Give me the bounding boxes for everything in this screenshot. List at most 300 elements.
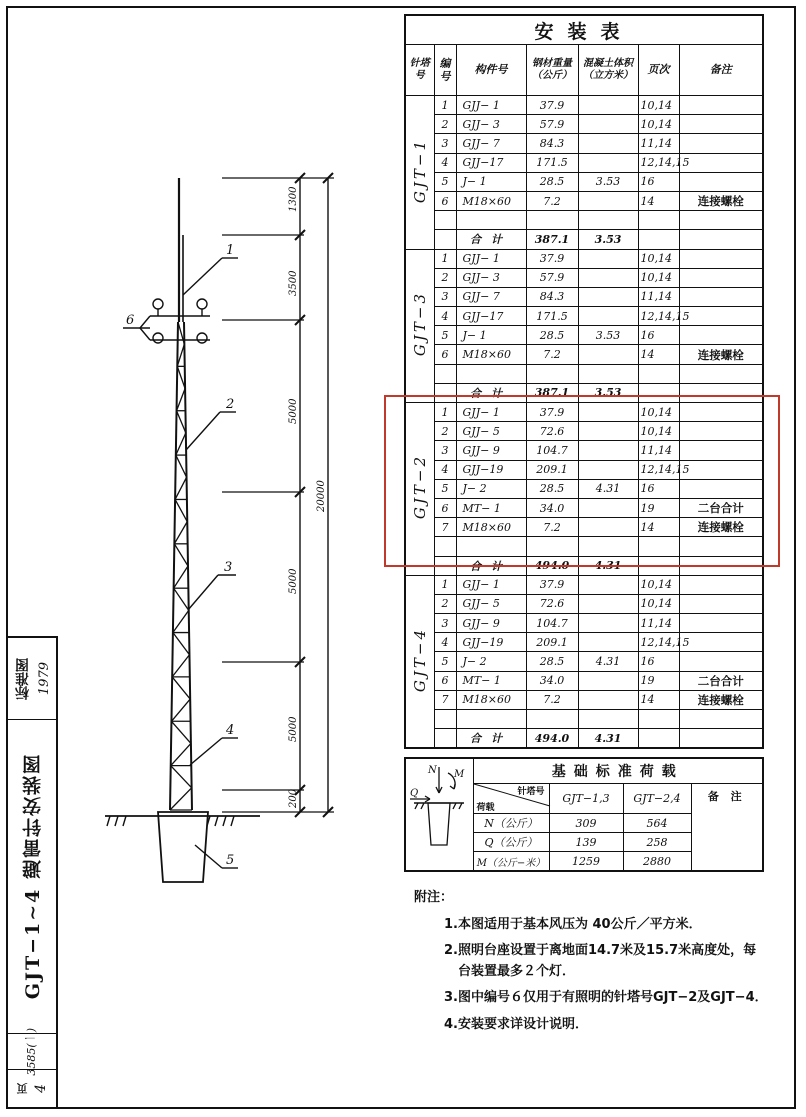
drawing-code-cell: [8, 1027, 56, 1076]
remark: 连接螺栓: [679, 345, 763, 364]
blank-cell: [679, 556, 763, 575]
blank-row: [405, 537, 763, 556]
steel-weight: 28.5: [526, 479, 578, 498]
blank-cell: [434, 230, 456, 249]
total-label: 合计: [456, 729, 526, 749]
concrete-volume: [578, 96, 638, 115]
corner-load: 荷载: [476, 803, 495, 813]
blank-cell: [434, 364, 456, 383]
install-row: [405, 153, 763, 172]
dim-1300: 1300: [288, 186, 299, 212]
item-no: 6: [434, 671, 456, 690]
install-table-title: 安装表: [405, 15, 763, 45]
total-volume: 3.53: [578, 230, 638, 249]
group-tower-no: [405, 249, 434, 403]
item-no: 4: [434, 633, 456, 652]
blank-cell: [638, 729, 679, 749]
load-value: 139: [549, 833, 623, 852]
blank-cell: [526, 364, 578, 383]
page-ref: 16: [638, 172, 679, 191]
steel-weight: 37.9: [526, 403, 578, 422]
install-row: [405, 575, 763, 594]
part-no: GJJ−17: [456, 153, 526, 172]
load-col-gjt-1-3: GJT−1,3: [549, 784, 623, 814]
concrete-volume: [578, 671, 638, 690]
remark: [679, 307, 763, 326]
note-2: 2.照明台座设置于离地面14.7米及15.7米高度处，每: [444, 943, 757, 958]
install-row: [405, 652, 763, 671]
install-table: [404, 14, 764, 749]
item-no: 7: [434, 690, 456, 709]
blank-cell: [679, 729, 763, 749]
blank-cell: [578, 211, 638, 230]
blank-cell: [679, 383, 763, 402]
part-no: GJJ− 9: [456, 441, 526, 460]
steel-weight: 57.9: [526, 115, 578, 134]
blank-cell: [434, 729, 456, 749]
total-label: 合计: [456, 383, 526, 402]
std-label: 标准图: [14, 657, 31, 700]
steel-weight: 7.2: [526, 191, 578, 210]
total-volume: 3.53: [578, 383, 638, 402]
blank-cell: [679, 710, 763, 729]
part-no: GJJ− 1: [456, 403, 526, 422]
note-2-cont: 台装置最多２个灯．: [458, 963, 576, 979]
steel-weight: 7.2: [526, 690, 578, 709]
page-ref: 14: [638, 690, 679, 709]
item-no: 6: [434, 345, 456, 364]
blank-cell: [638, 556, 679, 575]
steel-weight: 37.9: [526, 575, 578, 594]
concrete-volume: [578, 153, 638, 172]
standard-drawing-cell: [8, 638, 56, 720]
blank-cell: [679, 537, 763, 556]
col-steel-weight: 钢材重量（公斤）: [526, 45, 578, 96]
install-row: [405, 268, 763, 287]
blank-cell: [679, 230, 763, 249]
load-value: 258: [623, 833, 691, 852]
concrete-volume: [578, 191, 638, 210]
install-row: [405, 479, 763, 498]
blank-cell: [456, 211, 526, 230]
install-table-header: [405, 45, 763, 96]
remark: [679, 403, 763, 422]
concrete-volume: [578, 633, 638, 652]
load-value: 1259: [549, 852, 623, 872]
blank-cell: [456, 364, 526, 383]
notes-heading: 附注：: [414, 890, 454, 905]
steel-weight: 37.9: [526, 96, 578, 115]
load-label: Q（公斤）: [473, 833, 549, 852]
page-ref: 10,14: [638, 115, 679, 134]
remark: [679, 594, 763, 613]
item-no: 2: [434, 422, 456, 441]
item-no: 2: [434, 594, 456, 613]
drawing-title: GJT−1∼4 避雷针安装图: [21, 753, 44, 1000]
install-row: [405, 671, 763, 690]
concrete-volume: [578, 422, 638, 441]
remark: [679, 172, 763, 191]
page-ref: 10,14: [638, 96, 679, 115]
page-ref: 19: [638, 498, 679, 517]
load-symbol-n: N: [428, 765, 437, 776]
page-ref: 10,14: [638, 403, 679, 422]
page-label: 页: [16, 1083, 29, 1094]
blank-cell: [578, 710, 638, 729]
load-symbol-q: Q: [410, 788, 419, 799]
blank-cell: [456, 710, 526, 729]
blank-cell: [578, 364, 638, 383]
remark: 二台合计: [679, 498, 763, 517]
part-no: GJJ− 5: [456, 594, 526, 613]
item-no: 1: [434, 249, 456, 268]
item-no: 5: [434, 479, 456, 498]
part-no: GJJ−19: [456, 633, 526, 652]
dim-5000-a: 5000: [288, 398, 299, 424]
concrete-volume: [578, 441, 638, 460]
page-cell: [8, 1070, 56, 1107]
page-ref: 14: [638, 518, 679, 537]
steel-weight: 28.5: [526, 326, 578, 345]
install-row: [405, 422, 763, 441]
install-row: [405, 403, 763, 422]
install-row: [405, 633, 763, 652]
total-weight: 494.0: [526, 729, 578, 749]
total-label: 合计: [456, 230, 526, 249]
concrete-volume: [578, 498, 638, 517]
install-row: [405, 460, 763, 479]
install-row: [405, 498, 763, 517]
col-page: 页次: [638, 45, 679, 96]
concrete-volume: [578, 345, 638, 364]
part-no: GJJ− 9: [456, 614, 526, 633]
remark: [679, 479, 763, 498]
blank-cell: [679, 211, 763, 230]
remark: [679, 441, 763, 460]
steel-weight: 28.5: [526, 652, 578, 671]
group-name: GJT−1: [410, 137, 429, 203]
foundation-load-diagram: [406, 759, 472, 867]
item-no: 3: [434, 614, 456, 633]
blank-cell: [526, 537, 578, 556]
steel-weight: 72.6: [526, 422, 578, 441]
col-item-no: 编号: [434, 45, 456, 96]
remark: 连接螺栓: [679, 191, 763, 210]
item-no: 7: [434, 518, 456, 537]
std-year: 1979: [36, 661, 52, 696]
blank-cell: [434, 537, 456, 556]
concrete-volume: 3.53: [578, 326, 638, 345]
group-tower-no: [405, 96, 434, 250]
remark: [679, 115, 763, 134]
remark: 连接螺栓: [679, 690, 763, 709]
total-weight: 494.0: [526, 556, 578, 575]
blank-cell: [578, 537, 638, 556]
col-remark: 备注: [679, 45, 763, 96]
steel-weight: 104.7: [526, 614, 578, 633]
blank-cell: [434, 383, 456, 402]
page-ref: 10,14: [638, 594, 679, 613]
concrete-volume: [578, 403, 638, 422]
item-no: 6: [434, 498, 456, 517]
part-no: MT− 1: [456, 498, 526, 517]
concrete-volume: [578, 268, 638, 287]
page-ref: 12,14,15: [638, 307, 679, 326]
part-no: GJJ− 1: [456, 249, 526, 268]
total-row: [405, 230, 763, 249]
load-symbol-m: M: [454, 769, 465, 780]
group-name: GJT−4: [410, 626, 429, 693]
part-no: M18×60: [456, 191, 526, 210]
blank-cell: [434, 710, 456, 729]
part-no: J− 1: [456, 326, 526, 345]
steel-weight: 209.1: [526, 460, 578, 479]
concrete-volume: [578, 518, 638, 537]
total-weight: 387.1: [526, 383, 578, 402]
blank-cell: [638, 537, 679, 556]
part-no: MT− 1: [456, 671, 526, 690]
blank-row: [405, 211, 763, 230]
install-row: [405, 191, 763, 210]
item-no: 2: [434, 268, 456, 287]
install-row: [405, 172, 763, 191]
load-corner-cell: [473, 784, 549, 814]
blank-cell: [679, 364, 763, 383]
group-tower-no: [405, 575, 434, 748]
label-2: 2: [226, 397, 235, 412]
total-weight: 387.1: [526, 230, 578, 249]
blank-cell: [526, 211, 578, 230]
page-ref: 12,14,15: [638, 460, 679, 479]
page-ref: 10,14: [638, 422, 679, 441]
total-row: [405, 729, 763, 749]
item-no: 4: [434, 307, 456, 326]
blank-row: [405, 364, 763, 383]
steel-weight: 34.0: [526, 498, 578, 517]
install-row: [405, 134, 763, 153]
concrete-volume: 3.53: [578, 172, 638, 191]
load-label: N（公斤）: [473, 814, 549, 833]
total-label: 合计: [456, 556, 526, 575]
total-row: [405, 556, 763, 575]
part-no: J− 2: [456, 652, 526, 671]
steel-weight: 72.6: [526, 594, 578, 613]
page-ref: 10,14: [638, 268, 679, 287]
label-6: 6: [126, 313, 135, 328]
page-ref: 12,14,15: [638, 153, 679, 172]
load-label: M（公斤−米）: [473, 852, 549, 872]
load-col-gjt-2-4: GJT−2,4: [623, 784, 691, 814]
note-1: 1.本图适用于基本风压为 40公斤／平方米．: [444, 916, 702, 932]
item-no: 6: [434, 191, 456, 210]
install-row: [405, 441, 763, 460]
part-no: GJJ− 1: [456, 575, 526, 594]
steel-weight: 57.9: [526, 268, 578, 287]
load-diagram-cell: [405, 758, 473, 871]
drawing-code: 3585(一): [25, 1027, 38, 1076]
part-no: J− 2: [456, 479, 526, 498]
page-ref: 10,14: [638, 249, 679, 268]
steel-weight: 84.3: [526, 287, 578, 306]
concrete-volume: [578, 575, 638, 594]
dim-overall: 20000: [316, 480, 327, 512]
col-concrete-volume: 混凝土体积（立方米）: [578, 45, 638, 96]
blank-cell: [638, 710, 679, 729]
install-row: [405, 249, 763, 268]
concrete-volume: [578, 115, 638, 134]
install-row: [405, 690, 763, 709]
dim-5000-b: 5000: [288, 568, 299, 594]
remark: 连接螺栓: [679, 518, 763, 537]
install-row: [405, 594, 763, 613]
col-part-no: 构件号: [456, 45, 526, 96]
blank-cell: [456, 537, 526, 556]
item-no: 4: [434, 153, 456, 172]
total-row: [405, 383, 763, 402]
label-3: 3: [224, 560, 233, 575]
part-no: GJJ− 3: [456, 115, 526, 134]
steel-weight: 104.7: [526, 441, 578, 460]
install-row: [405, 307, 763, 326]
dim-3500: 3500: [288, 270, 299, 296]
page-ref: 11,14: [638, 614, 679, 633]
blank-cell: [638, 230, 679, 249]
part-no: M18×60: [456, 518, 526, 537]
remark: [679, 134, 763, 153]
install-row: [405, 518, 763, 537]
page-number: 4: [33, 1084, 49, 1093]
remark: [679, 460, 763, 479]
title-block: [6, 636, 58, 1109]
blank-cell: [434, 556, 456, 575]
corner-tower: 针塔号: [517, 787, 545, 797]
note-4: 4.安装要求详设计说明．: [444, 1016, 588, 1032]
concrete-volume: [578, 134, 638, 153]
part-no: J− 1: [456, 172, 526, 191]
page-ref: 11,14: [638, 287, 679, 306]
drawing-title-cell: [8, 720, 56, 1034]
item-no: 1: [434, 575, 456, 594]
remark: [679, 422, 763, 441]
page-ref: 14: [638, 191, 679, 210]
page-ref: 16: [638, 326, 679, 345]
remark: [679, 575, 763, 594]
blank-cell: [434, 211, 456, 230]
page-ref: 16: [638, 479, 679, 498]
load-value: 2880: [623, 852, 691, 872]
concrete-volume: [578, 249, 638, 268]
foundation-load-table: [404, 757, 764, 872]
remark: [679, 614, 763, 633]
load-remark: 备 注: [691, 784, 763, 872]
page-ref: 12,14,15: [638, 633, 679, 652]
load-table-title: 基础标准荷载: [473, 758, 763, 784]
install-row: [405, 115, 763, 134]
remark: [679, 268, 763, 287]
install-row: [405, 326, 763, 345]
load-value: 309: [549, 814, 623, 833]
item-no: 5: [434, 326, 456, 345]
part-no: GJJ− 1: [456, 96, 526, 115]
total-volume: 4.31: [578, 556, 638, 575]
part-no: M18×60: [456, 690, 526, 709]
part-no: GJJ−17: [456, 307, 526, 326]
item-no: 1: [434, 403, 456, 422]
item-no: 1: [434, 96, 456, 115]
part-no: GJJ− 7: [456, 287, 526, 306]
part-no: GJJ− 5: [456, 422, 526, 441]
concrete-volume: 4.31: [578, 479, 638, 498]
blank-cell: [638, 383, 679, 402]
remark: [679, 287, 763, 306]
item-no: 3: [434, 441, 456, 460]
page-ref: 19: [638, 671, 679, 690]
concrete-volume: [578, 594, 638, 613]
group-name: GJT−3: [410, 291, 429, 357]
part-no: GJJ− 3: [456, 268, 526, 287]
page-ref: 14: [638, 345, 679, 364]
steel-weight: 209.1: [526, 633, 578, 652]
dim-5000-c: 5000: [288, 716, 299, 742]
item-no: 3: [434, 134, 456, 153]
concrete-volume: 4.31: [578, 652, 638, 671]
item-no: 2: [434, 115, 456, 134]
note-3: 3.图中编号６仅用于有照明的针塔号GJT−2及GJT−4．: [444, 990, 768, 1005]
dim-200: 200: [288, 788, 299, 808]
label-1: 1: [226, 243, 235, 258]
remark: [679, 652, 763, 671]
install-row: [405, 614, 763, 633]
concrete-volume: [578, 614, 638, 633]
group-name: GJT−2: [410, 454, 429, 520]
steel-weight: 7.2: [526, 518, 578, 537]
blank-row: [405, 710, 763, 729]
remark: [679, 249, 763, 268]
item-no: 4: [434, 460, 456, 479]
part-no: GJJ− 7: [456, 134, 526, 153]
remark: [679, 153, 763, 172]
label-4: 4: [226, 723, 235, 738]
install-row: [405, 96, 763, 115]
page-ref: 11,14: [638, 441, 679, 460]
steel-weight: 37.9: [526, 249, 578, 268]
install-row: [405, 287, 763, 306]
page-ref: 10,14: [638, 575, 679, 594]
blank-cell: [638, 364, 679, 383]
steel-weight: 84.3: [526, 134, 578, 153]
steel-weight: 7.2: [526, 345, 578, 364]
remark: [679, 326, 763, 345]
total-volume: 4.31: [578, 729, 638, 749]
col-tower-no: 针塔号: [405, 45, 434, 96]
page-ref: 11,14: [638, 134, 679, 153]
item-no: 5: [434, 652, 456, 671]
concrete-volume: [578, 287, 638, 306]
concrete-volume: [578, 460, 638, 479]
part-no: M18×60: [456, 345, 526, 364]
blank-cell: [638, 211, 679, 230]
item-no: 5: [434, 172, 456, 191]
steel-weight: 28.5: [526, 172, 578, 191]
concrete-volume: [578, 307, 638, 326]
blank-cell: [526, 710, 578, 729]
notes: [414, 888, 794, 1041]
remark: 二台合计: [679, 671, 763, 690]
remark: [679, 633, 763, 652]
install-row: [405, 345, 763, 364]
steel-weight: 171.5: [526, 153, 578, 172]
group-tower-no: [405, 403, 434, 576]
